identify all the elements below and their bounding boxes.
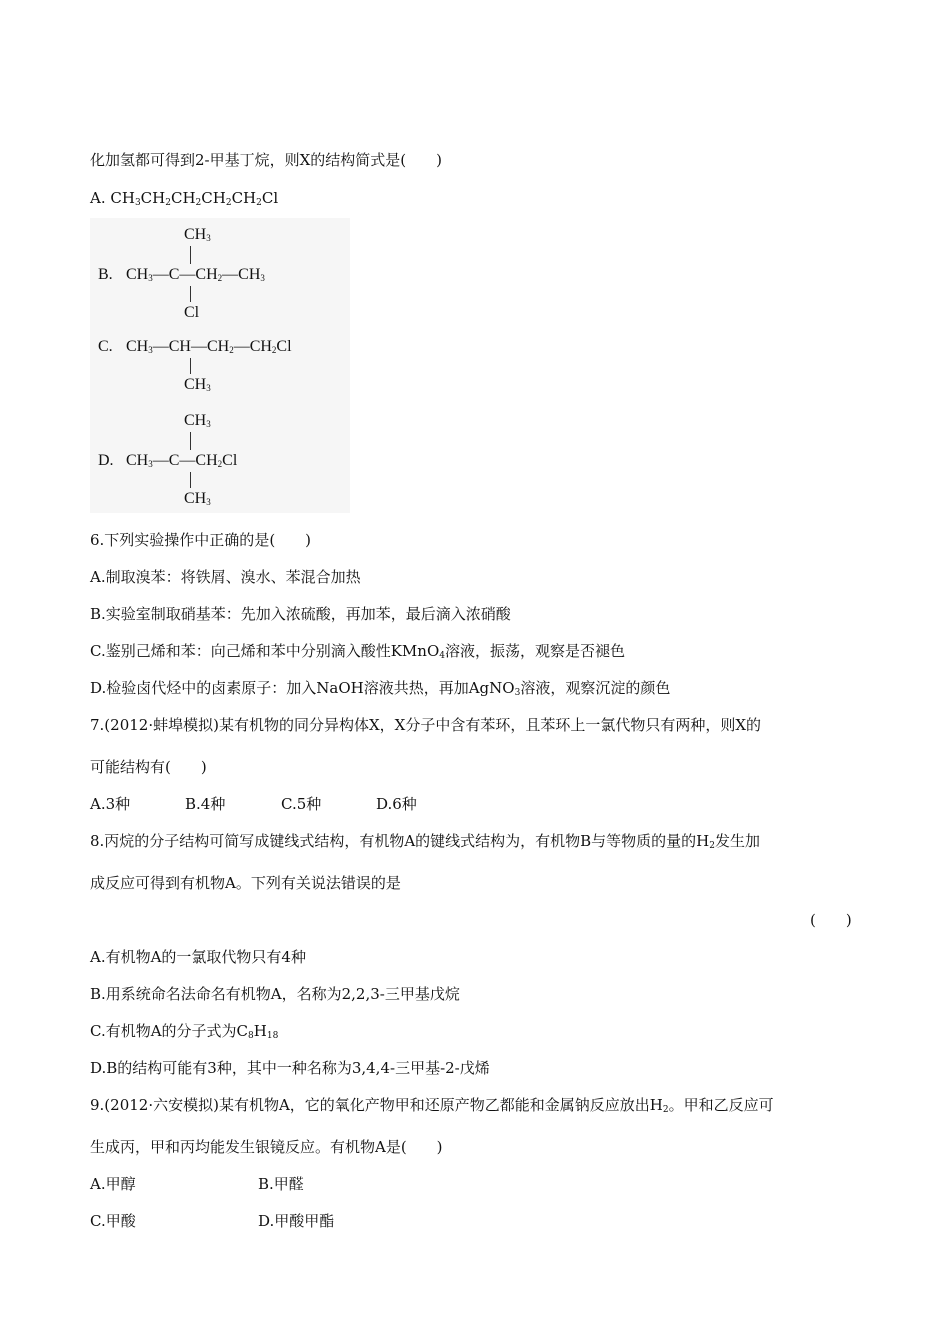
- q6-option-d: D.检验卤代烃中的卤素原子：加入NaOH溶液共热，再加AgNO$_3$溶液，观察沉淀的颜色: [90, 679, 671, 698]
- q6-option-b: B.实验室制取硝基苯：先加入浓硫酸，再加苯，最后滴入浓硝酸: [90, 605, 511, 623]
- q9-option-b: B.甲醛: [258, 1175, 304, 1193]
- q5-option-a: A. $CH_3CH_2CH_2CH_2CH_2Cl$: [90, 189, 279, 208]
- q7-stem-line1: 7.(2012·蚌埠模拟)某有机物的同分异构体X，X分子中含有苯环，且苯环上一氯代物只有两种，则X的: [90, 716, 761, 734]
- q8-option-d: D.B的结构可能有3种，其中一种名称为3,4,4-三甲基-2-戊烯: [90, 1059, 490, 1077]
- q9-option-a: A.甲醇: [90, 1175, 136, 1193]
- q8-option-c: C.有机物A的分子式为$C_8H_{18}$: [90, 1022, 279, 1041]
- bond-line: [190, 472, 191, 488]
- bond-line: [190, 358, 191, 374]
- q9-option-c: C.甲酸: [90, 1212, 136, 1230]
- q8-option-b: B.用系统命名法命名有机物A，名称为2,2,3-三甲基戊烷: [90, 985, 460, 1003]
- q5-option-c-bottom-group: $CH_3$: [184, 376, 211, 393]
- q5-stem: 化加氢都可得到2-甲基丁烷，则X的结构简式是( ): [90, 151, 442, 169]
- q9-stem-line2: 生成丙，甲和丙均能发生银镜反应。有机物A是( ): [90, 1138, 443, 1156]
- q7-option-c: C.5种: [281, 795, 322, 813]
- q7-option-b: B.4种: [185, 795, 226, 813]
- structural-formula-figure: [90, 218, 350, 513]
- q8-answer-paren: ( ): [810, 911, 852, 929]
- q6-option-c: C.鉴别己烯和苯：向己烯和苯中分别滴入酸性KMnO$_4$溶液，振荡，观察是否褪色: [90, 642, 625, 661]
- q5-option-c-main-chain: $CH_3—CH—CH_2—CH_2Cl$: [126, 338, 292, 355]
- q9-option-d: D.甲酸甲酯: [258, 1212, 335, 1230]
- q5-option-b-main-chain: $CH_3—C—CH_2—CH_3$: [126, 266, 265, 283]
- q9-stem-line1: 9.(2012·六安模拟)某有机物A，它的氧化产物甲和还原产物乙都能和金属钠反应放出$H_2$。甲和乙反应可: [90, 1096, 774, 1115]
- bond-line: [190, 286, 191, 302]
- q8-stem-line2: 成反应可得到有机物A。下列有关说法错误的是: [90, 874, 401, 892]
- q5-option-b-label: B.: [98, 266, 113, 283]
- q5-option-d-bottom-group: $CH_3$: [184, 490, 211, 507]
- bond-line: [190, 246, 191, 264]
- q5-option-a-label: A.: [90, 189, 111, 207]
- q8-option-a: A.有机物A的一氯取代物只有4种: [90, 948, 306, 966]
- q5-option-b-top-group: $CH_3$: [184, 226, 211, 243]
- q5-option-b-bottom-group: Cl: [184, 304, 200, 321]
- q5-option-c-label: C.: [98, 338, 113, 355]
- q7-stem-line2: 可能结构有( ): [90, 758, 207, 776]
- q5-option-d-label: D.: [98, 452, 114, 469]
- q6-option-a: A.制取溴苯：将铁屑、溴水、苯混合加热: [90, 568, 361, 586]
- q7-option-d: D.6种: [376, 795, 417, 813]
- q6-stem: 6.下列实验操作中正确的是( ): [90, 531, 312, 549]
- bond-line: [190, 432, 191, 450]
- q5-option-d-main-chain: $CH_3—C—CH_2Cl$: [126, 452, 238, 469]
- q8-stem-line1: 8.丙烷的分子结构可简写成键线式结构，有机物A的键线式结构为，有机物B与等物质的量的$H_2$发生加: [90, 832, 761, 851]
- q7-option-a: A.3种: [90, 795, 131, 813]
- q5-option-d-top-group: $CH_3$: [184, 412, 211, 429]
